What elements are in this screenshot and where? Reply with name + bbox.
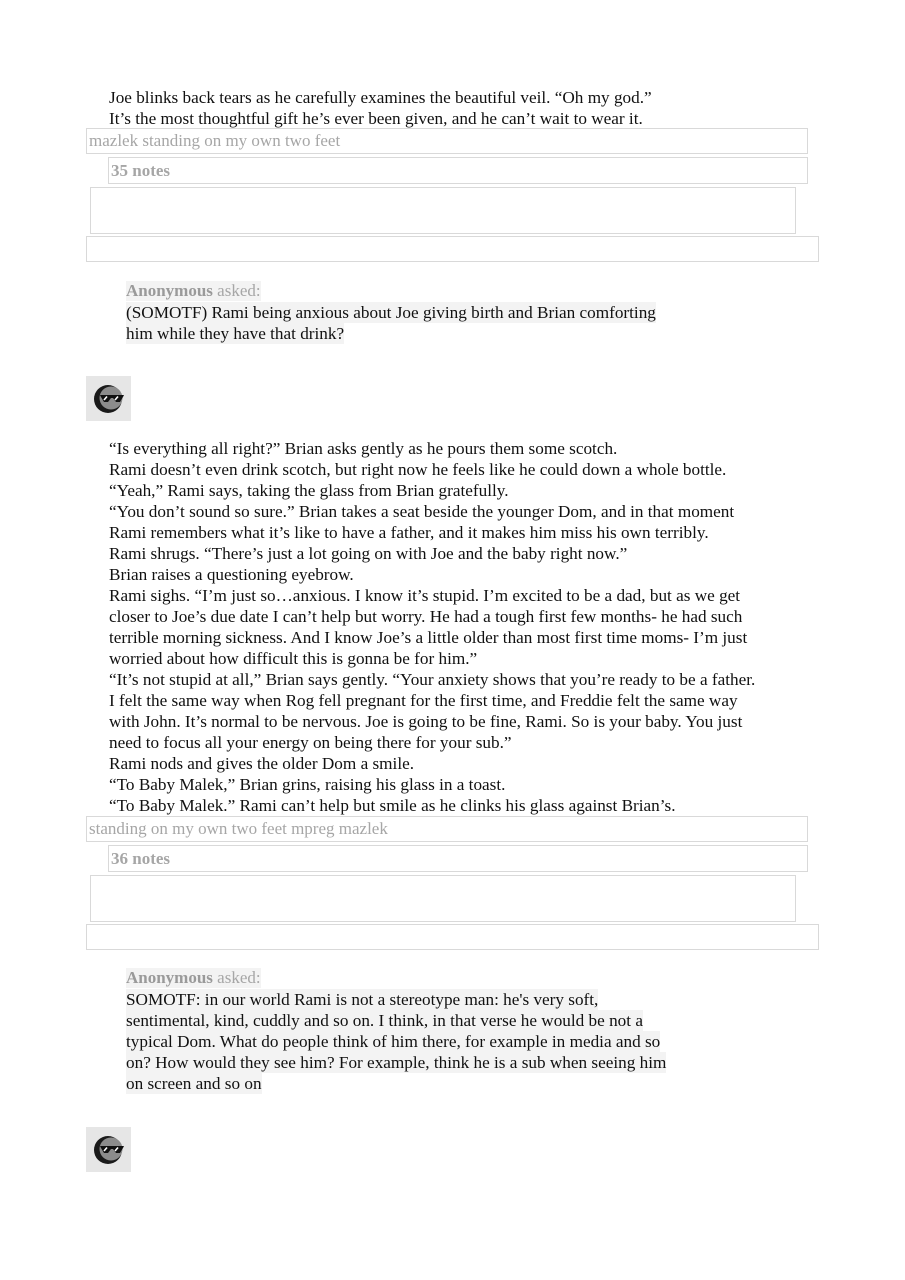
post-body-line: worried about how difficult this is gonna be for him.”: [109, 649, 478, 668]
post-body-line: terrible morning sickness. And I know Joe’s a little older than most first time moms- I’m just: [109, 628, 748, 647]
post-body-line: It’s the most thoughtful gift he’s ever been given, and he can’t wait to wear it.: [109, 109, 643, 128]
ask-question-line: him while they have that drink?: [126, 324, 345, 343]
post-tags[interactable]: [86, 128, 808, 154]
ask-question-line: on screen and so on: [126, 1074, 262, 1093]
ask-header: [126, 968, 261, 988]
post-body-line: Rami nods and gives the older Dom a smile.: [109, 754, 415, 773]
sunglasses-face-icon: [86, 376, 131, 421]
ask-block: [126, 281, 656, 344]
post-body-line: “You don’t sound so sure.” Brian takes a seat beside the younger Dom, and in that moment: [109, 502, 735, 521]
post-body-line: Rami doesn’t even drink scotch, but right now he feels like he could down a whole bottle.: [109, 460, 727, 479]
notes-link[interactable]: 35 notes: [111, 161, 171, 180]
avatar[interactable]: [86, 1127, 131, 1172]
post-body: [109, 438, 755, 816]
post-body-line: I felt the same way when Rog fell pregnant for the first time, and Freddie felt the same way: [109, 691, 738, 710]
post-footer-panel: [90, 875, 796, 922]
ask-block: [126, 968, 666, 1094]
post-tags[interactable]: [86, 816, 808, 842]
post-body-line: “It’s not stupid at all,” Brian says gently. “Your anxiety shows that you’re ready to be a father.: [109, 670, 756, 689]
post-body: [109, 87, 652, 129]
post-body-line: with John. It’s normal to be nervous. Joe is going to be fine, Rami. So is your baby. You just: [109, 712, 743, 731]
ask-question-line: typical Dom. What do people think of him there, for example in media and so: [126, 1032, 661, 1051]
post-body-line: “To Baby Malek.” Rami can’t help but smile as he clinks his glass against Brian’s.: [109, 796, 676, 815]
post-separator-panel: [86, 924, 819, 950]
asked-label: asked:: [212, 281, 261, 300]
tag-list[interactable]: standing on my own two feet mpreg mazlek: [89, 819, 388, 838]
post-body-line: Rami shrugs. “There’s just a lot going on with Joe and the baby right now.”: [109, 544, 628, 563]
post-body-line: need to focus all your energy on being there for your sub.”: [109, 733, 512, 752]
notes-count[interactable]: [108, 157, 808, 184]
post-body-line: “To Baby Malek,” Brian grins, raising his glass in a toast.: [109, 775, 506, 794]
post-footer-panel: [90, 187, 796, 234]
post-body-line: “Yeah,” Rami says, taking the glass from Brian gratefully.: [109, 481, 509, 500]
asked-label: asked:: [212, 968, 261, 987]
notes-link[interactable]: 36 notes: [111, 849, 171, 868]
post-body-line: Joe blinks back tears as he carefully examines the beautiful veil. “Oh my god.”: [109, 88, 652, 107]
post-separator-panel: [86, 236, 819, 262]
ask-question-line: on? How would they see him? For example, think he is a sub when seeing him: [126, 1053, 667, 1072]
post-body-line: “Is everything all right?” Brian asks gently as he pours them some scotch.: [109, 439, 618, 458]
tag-list[interactable]: mazlek standing on my own two feet: [89, 131, 341, 150]
avatar[interactable]: [86, 376, 131, 421]
asker-name[interactable]: Anonymous: [126, 281, 213, 300]
ask-question-line: SOMOTF: in our world Rami is not a stereotype man: he's very soft,: [126, 990, 599, 1009]
post-body-line: Rami sighs. “I’m just so…anxious. I know it’s stupid. I’m excited to be a dad, but as we get: [109, 586, 741, 605]
ask-question-line: sentimental, kind, cuddly and so on. I think, in that verse he would be not a: [126, 1011, 643, 1030]
notes-count[interactable]: [108, 845, 808, 872]
ask-header: [126, 281, 261, 301]
sunglasses-face-icon: [86, 1127, 131, 1172]
ask-question-line: (SOMOTF) Rami being anxious about Joe giving birth and Brian comforting: [126, 303, 656, 322]
post-body-line: Brian raises a questioning eyebrow.: [109, 565, 354, 584]
asker-name[interactable]: Anonymous: [126, 968, 213, 987]
post-body-line: Rami remembers what it’s like to have a father, and it makes him miss his own terribly.: [109, 523, 709, 542]
post-body-line: closer to Joe’s due date I can’t help but worry. He had a tough first few months- he had such: [109, 607, 743, 626]
